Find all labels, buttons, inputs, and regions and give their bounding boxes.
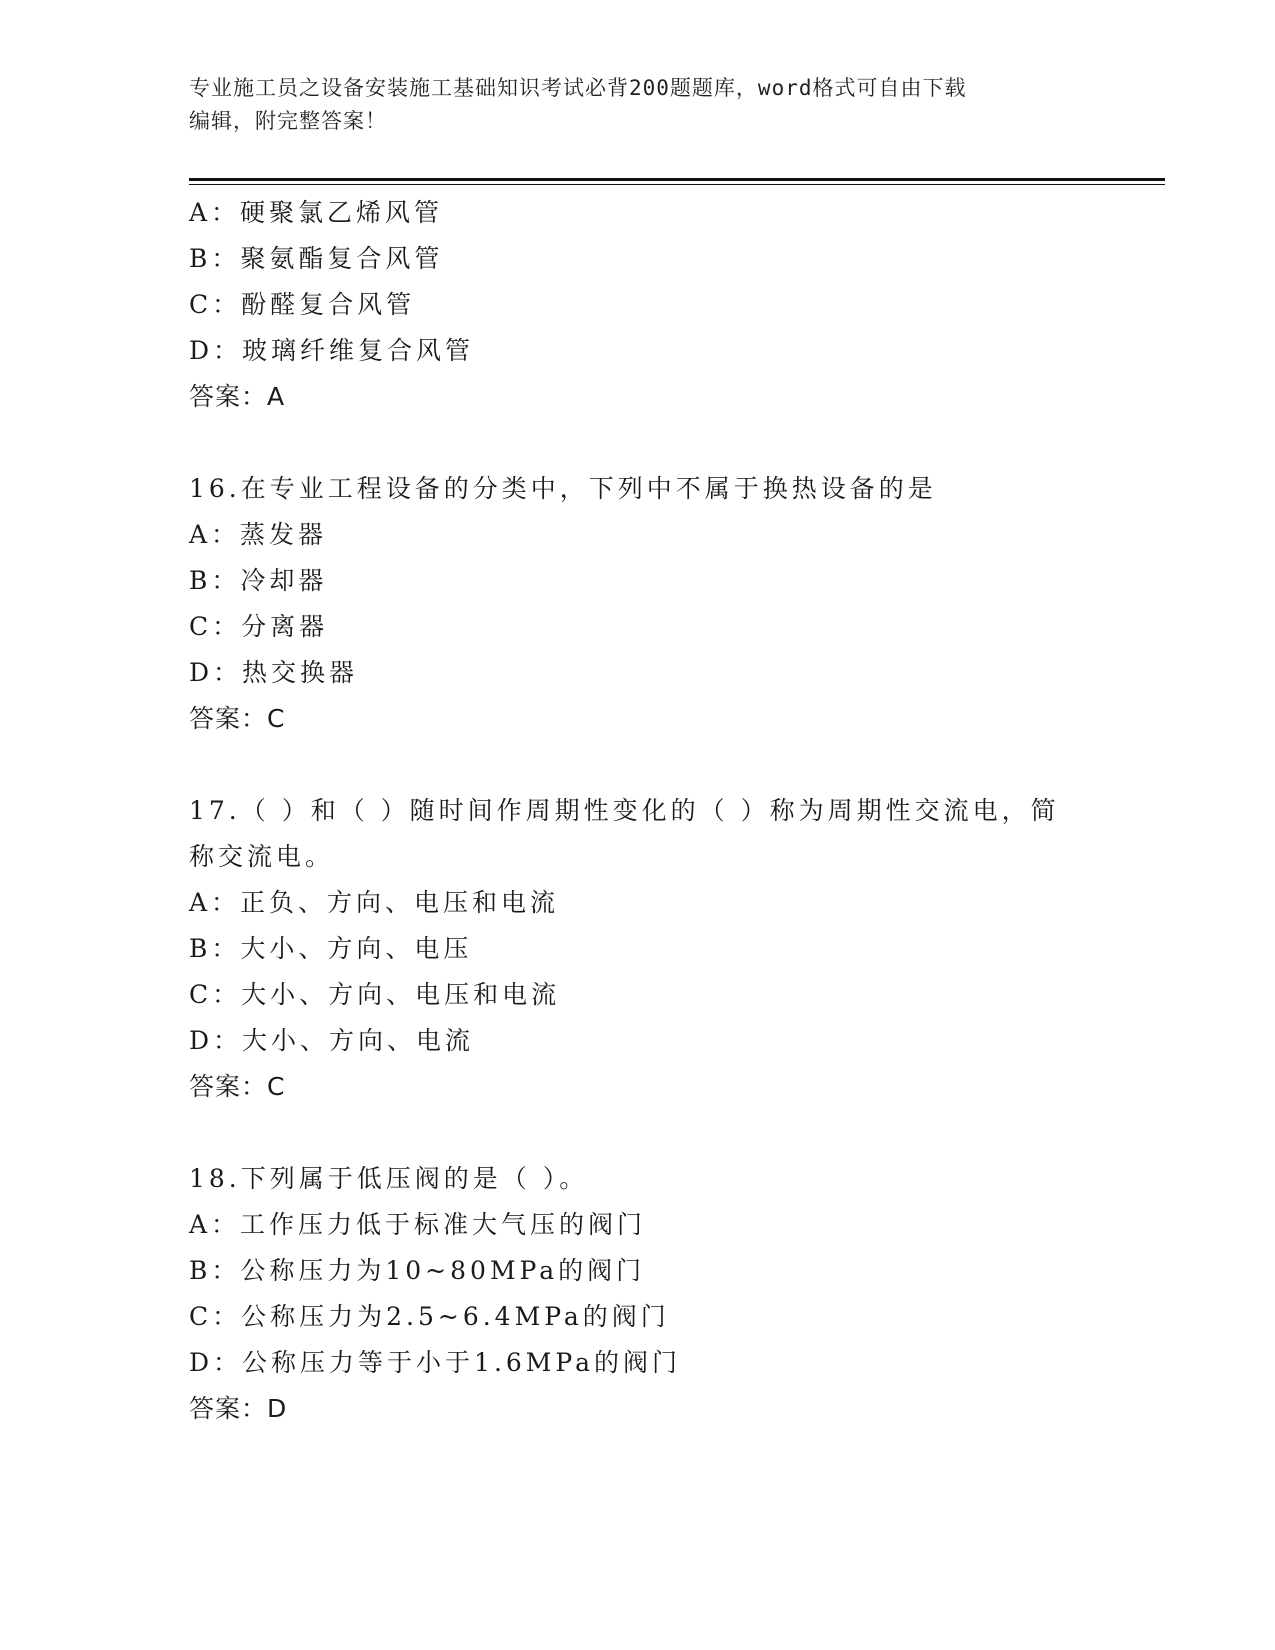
spacer (189, 1110, 1089, 1156)
question-block-15 (189, 190, 1089, 420)
question-text: 18.下列属于低压阀的是（ ）。 (189, 1164, 589, 1193)
spacer (189, 742, 1089, 788)
question-block-16 (189, 466, 1089, 742)
header-divider-thin (189, 184, 1165, 185)
option-d: D：玻璃纤维复合风管 (189, 336, 475, 365)
option-c: C：公称压力为2.5~6.4MPa的阀门 (189, 1302, 670, 1331)
option-b: B：公称压力为10~80MPa的阀门 (189, 1256, 646, 1285)
option-a: A：硬聚氯乙烯风管 (189, 198, 444, 227)
option-d: D：大小、方向、电流 (189, 1026, 475, 1055)
option-a: A：工作压力低于标准大气压的阀门 (189, 1210, 647, 1239)
option-b: B：大小、方向、电压 (189, 934, 473, 963)
question-text-line-2: 称交流电。 (189, 842, 335, 871)
question-block-17 (189, 788, 1089, 1110)
header-title-line-1: 专业施工员之设备安装施工基础知识考试必背200题题库，word格式可自由下载 (189, 76, 967, 100)
option-b: B：冷却器 (189, 566, 328, 595)
option-d: D：热交换器 (189, 658, 359, 687)
document-header (189, 72, 1089, 138)
option-b: B：聚氨酯复合风管 (189, 244, 444, 273)
question-text: 16.在专业工程设备的分类中，下列中不属于换热设备的是 (189, 474, 937, 503)
option-a: A：蒸发器 (189, 520, 328, 549)
header-title-line-2: 编辑，附完整答案！ (189, 109, 387, 133)
option-a: A：正负、方向、电压和电流 (189, 888, 560, 917)
header-divider-thick (189, 178, 1165, 181)
option-c: C：分离器 (189, 612, 329, 641)
option-d: D：公称压力等于小于1.6MPa的阀门 (189, 1348, 682, 1377)
answer-text: 答案：C (189, 704, 286, 733)
answer-text: 答案：C (189, 1072, 286, 1101)
question-block-18 (189, 1156, 1089, 1432)
spacer (189, 420, 1089, 466)
question-list (189, 190, 1089, 1432)
option-c: C：酚醛复合风管 (189, 290, 416, 319)
question-text-line-1: 17.（ ）和（ ）随时间作周期性变化的（ ）称为周期性交流电，简 (189, 796, 1060, 825)
answer-text: 答案：A (189, 382, 286, 411)
answer-text: 答案：D (189, 1394, 288, 1423)
option-c: C：大小、方向、电压和电流 (189, 980, 561, 1009)
